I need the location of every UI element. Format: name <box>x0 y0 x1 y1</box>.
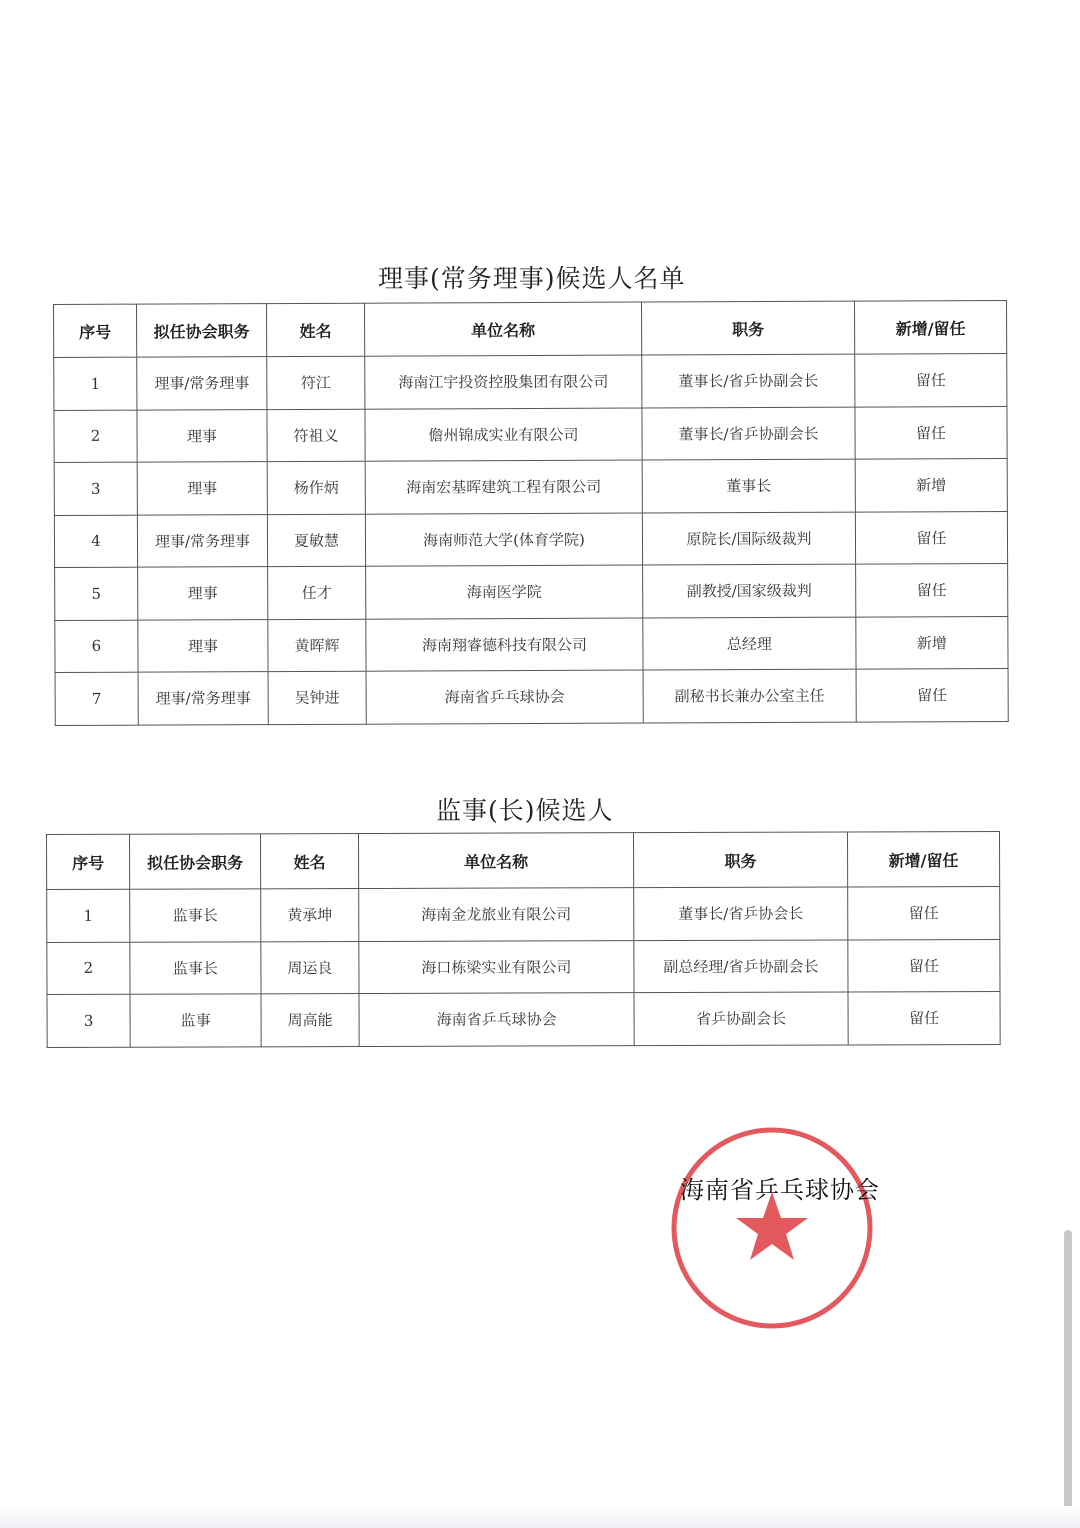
cell-status: 留任 <box>856 669 1008 722</box>
cell-index: 2 <box>47 942 130 995</box>
cell-index: 1 <box>54 357 137 410</box>
cell-organization: 海南金龙旅业有限公司 <box>359 888 634 941</box>
table-row <box>47 992 1000 1047</box>
cell-organization: 海南师范大学(体育学院) <box>365 513 642 567</box>
cell-position: 原院长/国际级裁判 <box>642 512 855 565</box>
cell-name: 周运良 <box>261 941 359 994</box>
header-name: 姓名 <box>267 303 365 356</box>
cell-proposed-role: 理事 <box>138 619 268 672</box>
cell-name: 杨作炳 <box>267 461 365 514</box>
header-proposed-role: 拟任协会职务 <box>130 834 261 889</box>
supervisor-candidates-table <box>46 831 1001 1047</box>
cell-status: 留任 <box>855 354 1007 407</box>
seal-organization-text: 海南省乒乓球协会 <box>680 1176 880 1204</box>
page-bottom-edge <box>0 1506 1080 1528</box>
cell-name: 周高能 <box>261 994 359 1047</box>
cell-position: 副教授/国家级裁判 <box>643 564 856 617</box>
table-header-row <box>54 301 1007 358</box>
cell-position: 副秘书长兼办公室主任 <box>643 669 856 722</box>
cell-proposed-role: 理事/常务理事 <box>137 357 267 410</box>
cell-index: 4 <box>54 515 137 568</box>
cell-position: 董事长/省乒协副会长 <box>642 354 855 407</box>
header-status: 新增/留任 <box>847 832 999 887</box>
cell-organization: 海南江宇投资控股集团有限公司 <box>365 355 642 409</box>
table-row <box>47 887 1000 942</box>
header-position: 职务 <box>633 832 847 888</box>
header-organization: 单位名称 <box>364 302 641 356</box>
cell-position: 省乒协副会长 <box>634 992 848 1045</box>
cell-organization: 海南翔睿德科技有限公司 <box>366 618 643 672</box>
cell-index: 6 <box>55 620 138 673</box>
supervisor-candidates-title: 监事(长)候选人 <box>436 796 614 825</box>
board-candidates-table <box>53 300 1009 725</box>
cell-proposed-role: 监事 <box>130 994 261 1047</box>
cell-name: 吴钟进 <box>268 671 366 724</box>
association-seal-icon <box>667 1126 877 1331</box>
header-position: 职务 <box>641 301 854 355</box>
cell-index: 3 <box>47 994 130 1047</box>
header-status: 新增/留任 <box>854 301 1006 355</box>
cell-index: 5 <box>55 567 138 620</box>
cell-status: 新增 <box>856 616 1008 669</box>
cell-organization: 海南宏基晖建筑工程有限公司 <box>365 460 642 514</box>
cell-organization: 海南省乒乓球协会 <box>366 670 643 724</box>
cell-proposed-role: 监事长 <box>130 941 261 994</box>
cell-proposed-role: 理事 <box>137 462 267 515</box>
cell-name: 黄承坤 <box>261 889 359 942</box>
cell-name: 符祖义 <box>267 409 365 462</box>
board-candidates-title: 理事(常务理事)候选人名单 <box>378 264 686 293</box>
cell-index: 2 <box>54 410 137 463</box>
cell-proposed-role: 理事/常务理事 <box>137 514 267 567</box>
header-proposed-role: 拟任协会职务 <box>137 304 267 358</box>
cell-proposed-role: 理事 <box>138 567 268 620</box>
cell-organization: 儋州锦成实业有限公司 <box>365 408 642 462</box>
cell-index: 1 <box>47 889 130 942</box>
cell-proposed-role: 监事长 <box>130 889 261 942</box>
cell-status: 留任 <box>855 406 1007 459</box>
cell-organization: 海南省乒乓球协会 <box>359 993 634 1046</box>
table-row <box>54 511 1007 567</box>
cell-organization: 海南医学院 <box>366 565 643 619</box>
cell-status: 留任 <box>848 887 1000 940</box>
cell-status: 留任 <box>848 992 1000 1045</box>
cell-name: 符江 <box>267 356 365 409</box>
table-row <box>55 616 1008 672</box>
table-row <box>55 564 1008 620</box>
cell-position: 副总经理/省乒协副会长 <box>634 939 848 992</box>
table-row <box>47 939 1000 994</box>
cell-status: 留任 <box>856 564 1008 617</box>
table-row <box>55 669 1008 725</box>
cell-name: 黄晖辉 <box>268 619 366 672</box>
header-index: 序号 <box>54 304 137 357</box>
cell-position: 董事长/省乒协会长 <box>634 887 848 940</box>
cell-status: 留任 <box>848 939 1000 992</box>
table-header-row <box>47 832 1000 890</box>
cell-position: 董事长/省乒协副会长 <box>642 407 855 460</box>
cell-status: 新增 <box>855 459 1007 512</box>
cell-organization: 海口栋梁实业有限公司 <box>359 940 634 993</box>
header-name: 姓名 <box>261 834 359 889</box>
table-row <box>54 406 1007 462</box>
header-organization: 单位名称 <box>359 833 634 889</box>
cell-position: 董事长 <box>642 459 855 512</box>
cell-name: 任才 <box>268 566 366 619</box>
cell-position: 总经理 <box>643 617 856 670</box>
cell-status: 留任 <box>855 511 1007 564</box>
table-row <box>54 459 1007 515</box>
header-index: 序号 <box>47 834 130 889</box>
cell-index: 7 <box>55 672 138 725</box>
cell-proposed-role: 理事 <box>137 409 267 462</box>
cell-name: 夏敏慧 <box>267 514 365 567</box>
cell-proposed-role: 理事/常务理事 <box>138 672 268 725</box>
vertical-scrollbar[interactable] <box>1064 1230 1072 1514</box>
table-row <box>54 354 1007 410</box>
cell-index: 3 <box>54 462 137 515</box>
